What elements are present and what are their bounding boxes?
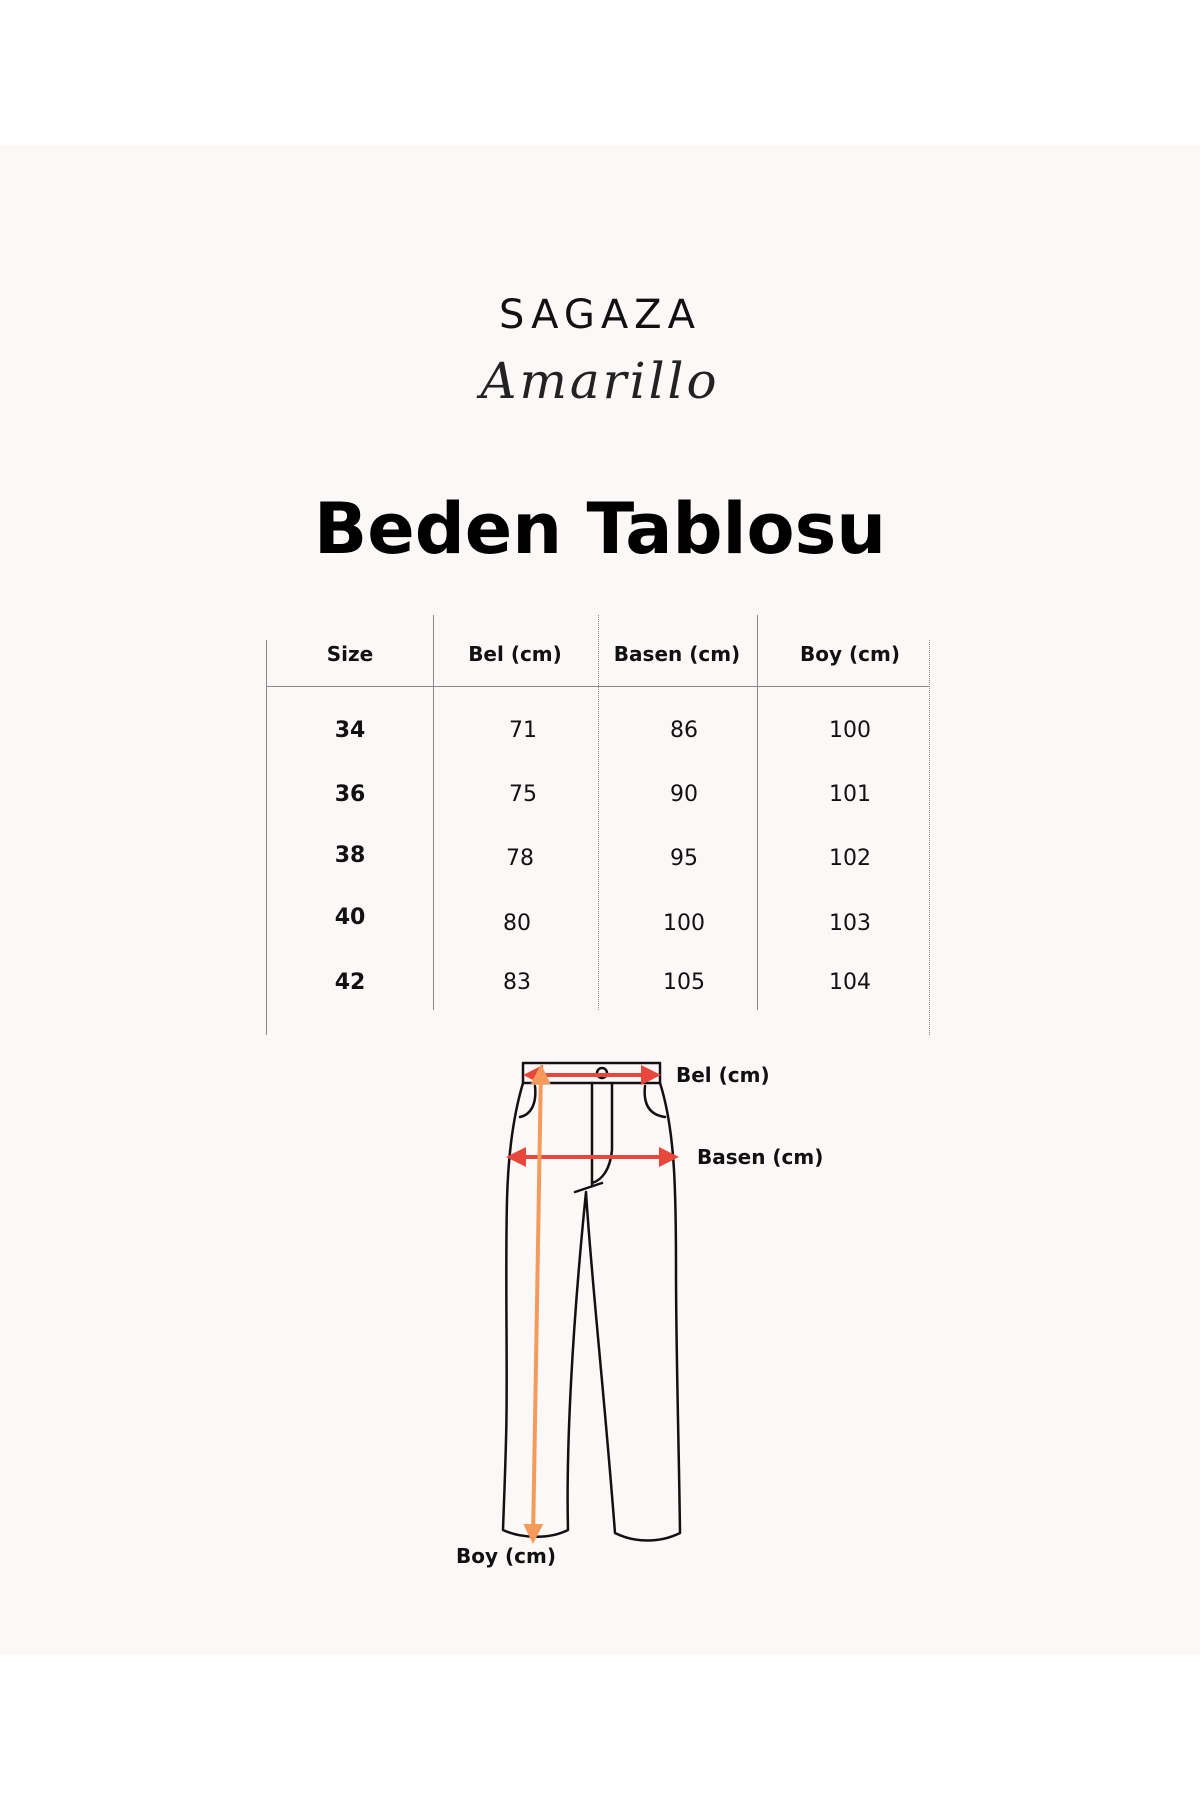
table-cell-boy: 103 bbox=[829, 911, 871, 936]
table-cell-basen: 95 bbox=[670, 846, 698, 871]
table-cell-bel: 71 bbox=[509, 718, 537, 743]
header-bel: Bel (cm) bbox=[468, 642, 562, 666]
boy-arrow bbox=[533, 1068, 541, 1540]
basen-label: Basen (cm) bbox=[697, 1145, 824, 1169]
table-cell-basen: 100 bbox=[663, 911, 705, 936]
table-cell-bel: 80 bbox=[503, 911, 531, 936]
header-boy: Boy (cm) bbox=[800, 642, 900, 666]
table-cell-boy: 104 bbox=[829, 970, 871, 995]
table-cell-boy: 100 bbox=[829, 718, 871, 743]
boy-label: Boy (cm) bbox=[456, 1544, 556, 1568]
table-cell-basen: 105 bbox=[663, 970, 705, 995]
table-cell-size: 42 bbox=[334, 970, 366, 995]
header-size: Size bbox=[326, 642, 374, 666]
table-cell-basen: 86 bbox=[670, 718, 698, 743]
page-title: Beden Tablosu bbox=[313, 488, 887, 570]
bel-label: Bel (cm) bbox=[676, 1063, 770, 1087]
table-cell-size: 36 bbox=[334, 782, 366, 807]
table-cell-boy: 101 bbox=[829, 782, 871, 807]
header-basen: Basen (cm) bbox=[613, 642, 741, 666]
brand-script-logo: Amarillo bbox=[480, 352, 720, 410]
table-cell-size: 34 bbox=[334, 718, 366, 743]
table-cell-bel: 75 bbox=[509, 782, 537, 807]
table-cell-size: 40 bbox=[334, 905, 366, 930]
table-cell-size: 38 bbox=[334, 843, 366, 868]
trousers-outline bbox=[503, 1063, 680, 1541]
brand-logo: SAGAZA bbox=[499, 292, 701, 338]
table-cell-bel: 78 bbox=[506, 846, 534, 871]
table-cell-basen: 90 bbox=[670, 782, 698, 807]
table-cell-boy: 102 bbox=[829, 846, 871, 871]
table-cell-bel: 83 bbox=[503, 970, 531, 995]
